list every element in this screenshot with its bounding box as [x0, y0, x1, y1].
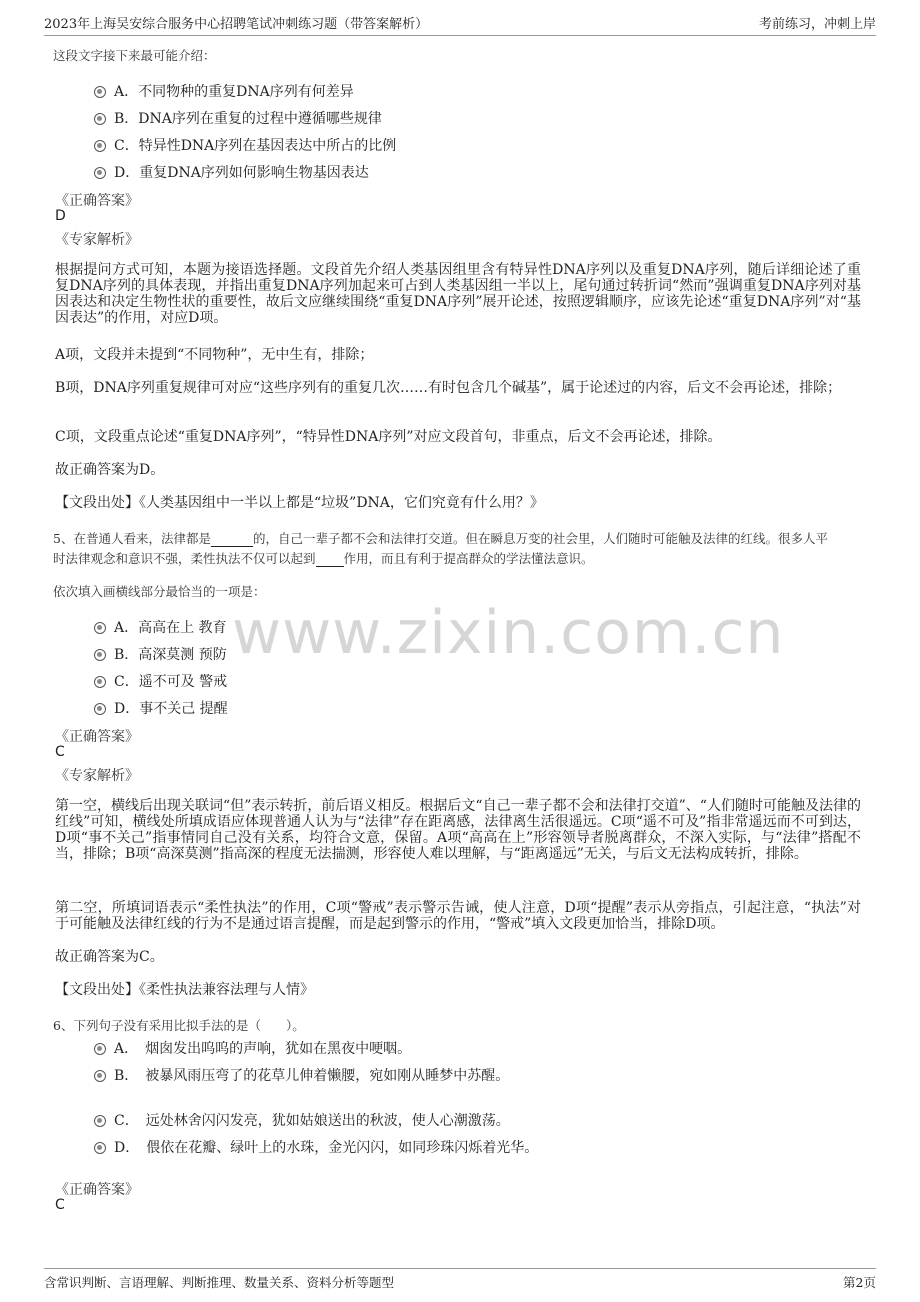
q5-option-b[interactable]: B．高深莫测 预防 [114, 647, 227, 663]
q6-answer-label: 《正确答案》 [55, 1182, 139, 1198]
q5-stem-2b: 作用，而且有利于提高群众的学法懂法意识。 [343, 551, 594, 566]
q4-analysis-para-1: 根据提问方式可知，本题为接语选择题。文段首先介绍人类基因组里含有特异性DNA序列以及重复DNA序列，随后详细论述了重复DNA序列的具体表现，并指出重复DNA序列加起来可占到人类基因组一半以上，尾句通过转折词“然而”强调重复DNA序列对基因表达和决定生物性状的重要性，故后文应继续围绕“重复DNA序列”展开论述，按照逻辑顺序，应该先论述“重复DNA序列”对“基因表达”的作用，对应D项。 [55, 262, 861, 326]
q4-answer-label: 《正确答案》 [55, 193, 139, 209]
q5-blank-1 [211, 531, 253, 547]
q5-option-c[interactable]: C．遥不可及 警戒 [114, 674, 228, 690]
q5-stem-line-2 [53, 549, 594, 567]
q6-stem: 6、下列句子没有采用比拟手法的是（ ）。 [53, 1018, 305, 1033]
q4-source: 【文段出处】《人类基因组中一半以上都是“垃圾”DNA，它们究竟有什么用？》 [55, 495, 544, 511]
q5-option-b-radio[interactable] [94, 649, 106, 661]
q4-option-c[interactable]: C．特异性DNA序列在基因表达中所占的比例 [114, 138, 397, 154]
q5-answer: C [55, 744, 65, 760]
header-tagline: 考前练习，冲刺上岸 [758, 17, 876, 32]
q6-option-c[interactable]: C． 远处林舍闪闪发亮，犹如姑娘送出的秋波，使人心潮激荡。 [114, 1113, 510, 1129]
q5-source: 【文段出处】《柔性执法兼容法理与人情》 [55, 982, 314, 998]
q4-prompt: 这段文字接下来最可能介绍： [53, 48, 216, 63]
q5-stem-2a: 时法律观念和意识不强，柔性执法不仅可以起到 [53, 551, 316, 566]
q6-option-a[interactable]: A． 烟囱发出呜呜的声响，犹如在黑夜中哽咽。 [114, 1041, 412, 1057]
q6-option-b-radio[interactable] [94, 1070, 106, 1082]
q4-option-a-radio[interactable] [94, 86, 106, 98]
q4-option-a[interactable]: A．不同物种的重复DNA序列有何差异 [114, 84, 354, 100]
q5-option-d[interactable]: D．事不关己 提醒 [114, 701, 228, 717]
q4-analysis-label: 《专家解析》 [55, 232, 139, 248]
q5-conclusion: 故正确答案为C。 [55, 949, 164, 965]
q4-analysis-para-4: C项，文段重点论述“重复DNA序列”，“特异性DNA序列”对应文段首句，非重点，后文不会再论述，排除。 [55, 429, 722, 445]
q5-blank-2 [316, 551, 344, 567]
q5-option-a-radio[interactable] [94, 622, 106, 634]
q4-analysis-para-2: A项，文段并未提到“不同物种”，无中生有，排除； [55, 347, 374, 363]
q4-option-b[interactable]: B．DNA序列在重复的过程中遵循哪些规律 [114, 111, 382, 127]
q4-analysis-para-3: B项，DNA序列重复规律可对应“这些序列有的重复几次……有时包含几个碱基”，属于论述过的内容，后文不会再论述，排除； [55, 380, 842, 396]
watermark: www.zixin.com.cn [232, 598, 785, 668]
q5-stem-line-1 [53, 529, 828, 547]
q5-stem-1a: 5、在普通人看来，法律都是 [53, 531, 211, 546]
document-title: 2023年上海吴安综合服务中心招聘笔试冲刺练习题（带答案解析） [44, 17, 429, 32]
q6-answer: C [55, 1197, 65, 1213]
q6-option-d-radio[interactable] [94, 1142, 106, 1154]
q4-answer: D [55, 208, 66, 224]
q4-conclusion: 故正确答案为D。 [55, 462, 165, 478]
q5-option-a[interactable]: A．高高在上 教育 [114, 620, 227, 636]
q5-analysis-para-1: 第一空，横线后出现关联词“但”表示转折，前后语义相反。根据后文“自己一辈子都不会和法律打交道”、“人们随时可能触及法律的红线”可知，横线处所填成语应体现普通人认为与“法律”存在距离感，法律离生活很遥远。C项“遥不可及”指非常遥远而不可到达，D项“事不关己”指事情同自己没有关系，均符合文意，保留。A项“高高在上”形容领导者脱离群众，不深入实际，与“法律”搭配不当，排除；B项“高深莫测”指高深的程度无法揣测，形容使人难以理解，与“距离遥远”无关，与后文无法构成转折，排除。 [55, 798, 861, 862]
q5-analysis-para-2: 第二空，所填词语表示“柔性执法”的作用，C项“警戒”表示警示告诫，使人注意，D项“提醒”表示从旁指点，引起注意，“执法”对于可能触及法律红线的行为不是通过语言提醒，而是起到警示的作用，“警戒”填入文段更加恰当，排除D项。 [55, 900, 861, 932]
q6-option-d[interactable]: D． 偎依在花瓣、绿叶上的水珠，金光闪闪，如同珍珠闪烁着光华。 [114, 1140, 539, 1156]
q5-option-c-radio[interactable] [94, 676, 106, 688]
q5-option-d-radio[interactable] [94, 703, 106, 715]
q5-stem-1b: 的，自己一辈子都不会和法律打交道。但在瞬息万变的社会里，人们随时可能触及法律的红线。很多人平 [252, 531, 828, 546]
q6-option-c-radio[interactable] [94, 1115, 106, 1127]
q5-answer-label: 《正确答案》 [55, 729, 139, 745]
q4-option-d[interactable]: D．重复DNA序列如何影响生物基因表达 [114, 165, 369, 181]
q6-option-b[interactable]: B． 被暴风雨压弯了的花草儿伸着懒腰，宛如刚从睡梦中苏醒。 [114, 1068, 510, 1084]
page-number: 第2页 [843, 1275, 876, 1290]
footer-note: 含常识判断、言语理解、判断推理、数量关系、资料分析等题型 [44, 1275, 395, 1290]
page-header [44, 8, 876, 36]
page-footer [44, 1268, 876, 1294]
q6-option-a-radio[interactable] [94, 1043, 106, 1055]
q4-option-d-radio[interactable] [94, 167, 106, 179]
q4-option-c-radio[interactable] [94, 140, 106, 152]
q4-option-b-radio[interactable] [94, 113, 106, 125]
q5-prompt: 依次填入画横线部分最恰当的一项是： [53, 584, 266, 599]
q5-analysis-label: 《专家解析》 [55, 768, 139, 784]
